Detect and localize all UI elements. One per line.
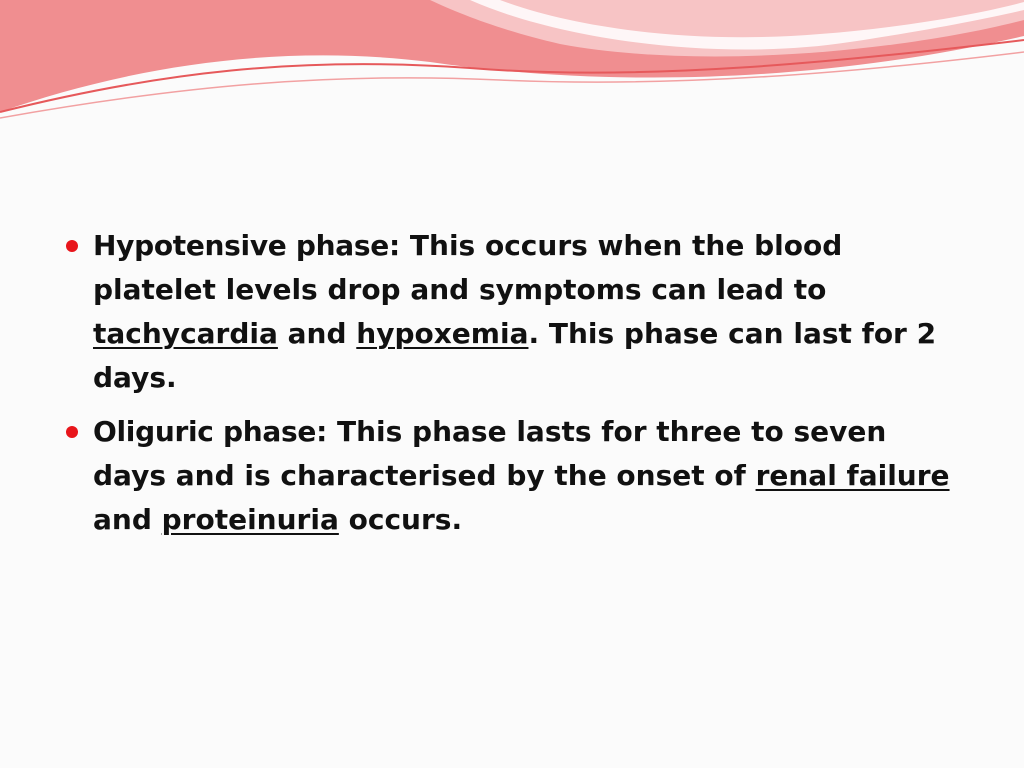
bullet-text: occurs.	[338, 503, 463, 536]
link-renal-failure[interactable]: renal failure	[755, 459, 950, 492]
bullet-text: and	[93, 503, 162, 536]
link-hypoxemia[interactable]: hypoxemia	[356, 317, 529, 350]
bullet-dot-icon	[66, 240, 78, 252]
link-proteinuria[interactable]: proteinuria	[161, 503, 339, 536]
bullet-oliguric-phase	[60, 410, 960, 542]
bullet-list	[60, 224, 960, 552]
link-tachycardia[interactable]: tachycardia	[93, 317, 278, 350]
bullet-text: This occurs when the blood platelet levels drop and symptoms can lead to	[93, 229, 843, 306]
bullet-text: This phase lasts for three to seven days and is characterised by the onset of	[93, 415, 887, 492]
bullet-text: . This phase can last for 2 days.	[93, 317, 937, 394]
term-label: Hypotensive phase	[93, 229, 389, 262]
term-separator: :	[316, 415, 328, 448]
term-label: Oliguric phase	[93, 415, 317, 448]
term-separator: :	[388, 229, 401, 262]
bullet-dot-icon	[66, 426, 78, 438]
bullet-hypotensive-phase	[60, 224, 960, 400]
bullet-text: and	[277, 317, 357, 350]
header-wave-decoration	[0, 0, 1024, 130]
